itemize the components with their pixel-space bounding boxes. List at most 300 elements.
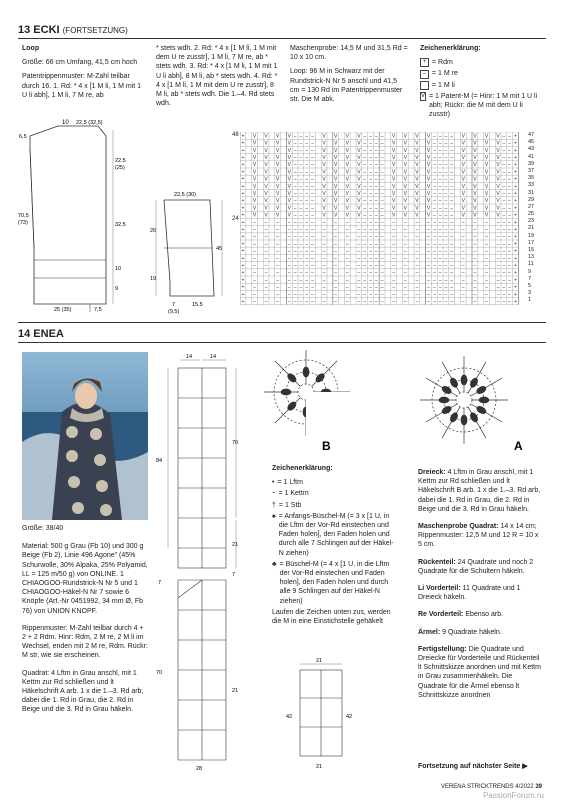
chart-symbol: –: [299, 241, 303, 248]
chart-symbol: –: [322, 291, 326, 298]
chart-symbol: V: [345, 140, 349, 147]
chart-symbol: –: [369, 299, 372, 305]
chart-symbol: –: [485, 227, 488, 233]
chart-symbol: –: [444, 162, 448, 169]
chart-symbol: –: [305, 284, 309, 291]
chart-symbol: –: [496, 299, 500, 305]
chart-symbol: V: [345, 212, 349, 219]
chart-symbol: –: [427, 241, 430, 248]
legend-14-title: Zeichenerklärung:: [272, 465, 333, 472]
chart-symbol: –: [502, 299, 506, 305]
chart-cluster: [281, 389, 291, 395]
body-dim-bottom: 28: [196, 766, 203, 772]
chart-symbol: V: [252, 155, 257, 161]
square-text: Quadrat: 4 Lftm in Grau anschl, mit 1 Kettm zur Rd schließen und lt Häkelschrift A arb. 1 x die 1.–3. Rd arb, dabei die 1. Rd in Grau, die 2. Rd in Beige und die 3. Rd in Grau häkeln.: [22, 669, 144, 714]
chart-symbol: –: [276, 299, 280, 305]
chart-symbol: –: [380, 169, 384, 176]
chart-symbol: –: [293, 270, 297, 277]
chart-symbol: –: [403, 299, 407, 305]
model-photo: [22, 352, 148, 520]
chart-cluster: [469, 377, 479, 389]
chart-symbol: V: [403, 147, 407, 154]
chart-symbol: –: [415, 248, 419, 255]
chart-symbol: –: [432, 133, 436, 140]
chart-symbol: –: [311, 205, 314, 212]
chart-symbol: +: [241, 183, 245, 190]
chart-symbol: –: [357, 270, 361, 277]
chart-symbol: –: [508, 147, 512, 154]
chart-row-label: 41: [528, 153, 535, 160]
chart-symbol: –: [438, 234, 442, 241]
chart-symbol: V: [461, 183, 465, 190]
chart-symbol: –: [311, 162, 314, 169]
chart-symbol: –: [374, 291, 378, 298]
right-col-paragraph: [418, 584, 542, 602]
chart-symbol: –: [374, 133, 378, 140]
chart-symbol: –: [311, 183, 314, 190]
chart-symbol: –: [357, 241, 361, 248]
chart-row-labels: [528, 132, 534, 305]
chart-symbol: –: [305, 263, 309, 269]
paragraph-text: 9 Quadrate häkeln.: [442, 628, 502, 636]
chart-symbol: –: [334, 255, 338, 262]
chart-symbol: –: [287, 227, 291, 233]
chart-symbol: –: [311, 155, 314, 161]
chart-symbol: –: [502, 219, 506, 226]
chart-symbol: V: [484, 183, 489, 190]
chart-symbol: +: [514, 176, 517, 183]
chart-symbol: +: [514, 191, 517, 197]
chart-symbol: V: [496, 205, 500, 212]
chart-symbol: V: [473, 205, 477, 212]
chart-symbol: V: [287, 155, 291, 161]
chart-symbol: –: [450, 147, 454, 154]
chart-symbol: –: [432, 227, 436, 233]
chart-symbol: –: [322, 219, 326, 226]
chart-symbol: V: [287, 205, 291, 212]
dim2-bottom1: 7: [172, 302, 176, 308]
chart-symbol: V: [484, 133, 489, 140]
chart-symbol: –: [374, 155, 378, 161]
chart-symbol: V: [264, 191, 268, 197]
chart-symbol: V: [403, 140, 407, 147]
chart-symbol: –: [264, 255, 268, 262]
chart-symbol: V: [461, 198, 465, 205]
chart-symbol: –: [473, 270, 477, 277]
chart-symbol: –: [374, 140, 378, 147]
chart-symbol: –: [432, 299, 436, 305]
legend-title: Zeichenerklärung:: [420, 45, 481, 52]
chart-symbol: –: [305, 234, 309, 241]
section-13-title: 13 ECKI (FORTSETZUNG): [18, 24, 128, 36]
chart-symbol: +: [514, 169, 517, 176]
chart-spoke: [275, 398, 300, 423]
chart-symbol: –: [380, 241, 384, 248]
chart-symbol: –: [450, 263, 454, 269]
chart-symbol: –: [508, 255, 512, 262]
chart-row-label: 19: [528, 232, 535, 239]
chart-symbol: V: [403, 212, 407, 219]
chart-symbol: –: [369, 284, 372, 291]
chart-symbol: –: [502, 284, 506, 291]
dim-left2: (73): [18, 220, 28, 226]
chart-symbol: –: [299, 299, 303, 305]
chart-symbol: –: [380, 155, 384, 161]
chart-symbol: –: [403, 270, 407, 277]
chart-symbol: –: [334, 227, 338, 233]
chart-symbol: –: [299, 263, 303, 269]
chart-symbol: V: [426, 191, 431, 197]
paragraph-text: Die Quadrate und Dreiecke für Vorderteile und Rückenteil lt Schnittskizze anordnen und mit Kettm in Grau zusammenhäkeln. Die Quadrate für die Ärmel ebenso lt Schnittskizze anordnen: [418, 645, 541, 699]
chart-symbol: –: [450, 212, 454, 219]
chart-symbol: –: [334, 291, 338, 298]
chart-symbol: V: [322, 147, 326, 154]
chart-symbol: V: [473, 212, 477, 219]
chart-symbol: –: [363, 133, 367, 140]
chart-symbol: –: [374, 219, 378, 226]
chart-symbol: –: [508, 198, 512, 205]
chart-symbol: –: [276, 227, 280, 233]
chart-symbol: –: [369, 169, 372, 176]
chart-symbol: –: [374, 227, 378, 233]
chart-symbol: V: [392, 205, 396, 212]
chart-symbol: –: [305, 205, 309, 212]
chart-symbol: –: [299, 140, 303, 147]
pattern-text: Patentrippenmuster: M-Zahl teilbar durch 16. 1. Rd: * 4 x [1 M li, 1 M mit 1 U li abh], 1 M li, 7 M re, ab: [22, 73, 142, 99]
chart-symbol: –: [276, 219, 280, 226]
legend-note: Laufen die Zeichen unten zus, werden die M in eine Einstichstelle gehäkelt: [272, 608, 391, 626]
chart-symbol: V: [415, 176, 419, 183]
chart-row-label: 3: [528, 290, 532, 297]
chart-symbol: –: [427, 219, 430, 226]
chart-symbol: +: [514, 162, 517, 169]
dim-bottom: 25 (35): [54, 307, 72, 312]
chart-row-label: 47: [528, 132, 535, 138]
chart-cluster: [475, 405, 487, 415]
chart-symbol: V: [461, 176, 465, 183]
chart-symbol: +: [241, 255, 245, 262]
chart-symbol: –: [305, 212, 309, 219]
chart-symbol: V: [322, 198, 326, 205]
chart-symbol: –: [380, 140, 384, 147]
chart-symbol: +: [241, 155, 245, 161]
chart-symbol: –: [403, 219, 407, 226]
sleeve-dim-left: 42: [286, 714, 293, 720]
chart-symbol: V: [426, 169, 431, 176]
chart-symbol: +: [241, 263, 245, 269]
chart-symbol: +: [514, 147, 517, 154]
section-14-rule: [18, 342, 546, 343]
chart-symbol: –: [305, 227, 309, 233]
dim2-right: 45: [216, 246, 223, 252]
chart-symbol: V: [403, 133, 407, 140]
chart-symbol: V: [322, 212, 326, 219]
dim2-bottom2: 15,5: [192, 302, 203, 308]
chart-symbol: –: [357, 263, 361, 269]
chart-symbol: –: [438, 291, 442, 298]
chart-symbol: –: [508, 284, 512, 291]
chart-symbol: –: [253, 291, 256, 298]
chart-symbol: –: [293, 147, 297, 154]
chart-symbol: –: [461, 263, 465, 269]
chart-symbol: V: [252, 205, 257, 212]
chart-symbol: V: [392, 169, 396, 176]
chart-symbol: V: [473, 133, 477, 140]
chart-symbol: –: [264, 248, 268, 255]
chart-symbol: –: [502, 212, 506, 219]
chart-symbol: –: [276, 284, 280, 291]
chart-symbol: –: [363, 198, 367, 205]
chart-symbol: –: [438, 169, 442, 176]
pattern-continued-text: * stets wdh. 2. Rd: * 4 x [1 M li, 1 M mit dem U re zusstr], 1 M li, 7 M re, ab * stets wdh. 3. Rd: * 4 x [1 M li, 1 M mit 1 U li abh], 8 M li, ab * stets wdh. 4. Rd: * 4 x [1 M li, 1 M mit dem U re zusstr], 8 M li, ab * stets wdh. Die 1.–4. Rd stets wdh.: [156, 45, 278, 108]
chart-symbol: V: [484, 155, 489, 161]
chart-symbol: V: [264, 183, 268, 190]
chart-symbol: V: [264, 176, 268, 183]
chart-row-label: 33: [528, 182, 535, 189]
chart-symbol: –: [374, 198, 378, 205]
chart-symbol: –: [432, 162, 436, 169]
chart-symbol: –: [299, 183, 303, 190]
chart-cluster: [449, 411, 459, 423]
chart-symbol: –: [380, 263, 384, 269]
sleeve-dim-top: 21: [316, 658, 323, 664]
chart-symbol: –: [293, 162, 297, 169]
chart-symbol: –: [293, 234, 297, 241]
chart-symbol: –: [392, 234, 396, 241]
chart-symbol: –: [444, 248, 448, 255]
chart-symbol: V: [426, 212, 431, 219]
chart-symbol: –: [293, 219, 297, 226]
chart-symbol: V: [322, 205, 326, 212]
chart-symbol: –: [438, 263, 442, 269]
chart-symbol: –: [311, 284, 314, 291]
chart-symbol: V: [484, 191, 489, 197]
chart-symbol: V: [496, 147, 500, 154]
chart-symbol: –: [264, 241, 268, 248]
chart-symbol: –: [369, 241, 372, 248]
chart-symbol: –: [287, 284, 291, 291]
chart-symbol: V: [403, 183, 407, 190]
chart-symbol: –: [508, 291, 512, 298]
chart-symbol: –: [444, 176, 448, 183]
chart-symbol: –: [450, 162, 454, 169]
chart-symbol: –: [345, 234, 349, 241]
chart-symbol: –: [357, 248, 361, 255]
chart-symbol: V: [473, 183, 477, 190]
chart-symbol: –: [438, 284, 442, 291]
chart-symbol: V: [415, 133, 419, 140]
dim-r1: 22,5: [115, 158, 126, 164]
chart-symbol: –: [311, 191, 314, 197]
chart-symbol: –: [380, 219, 384, 226]
chart-symbol: –: [392, 299, 396, 305]
chart-symbol: +: [241, 241, 245, 248]
chart-symbol: –: [305, 169, 309, 176]
chart-symbol: –: [432, 147, 436, 154]
chart-symbol: V: [287, 183, 291, 190]
chart-symbol: –: [427, 234, 430, 241]
section-14-col-right: [418, 468, 542, 708]
chart-symbol: –: [432, 183, 436, 190]
chart-symbol: –: [502, 191, 506, 197]
chart-symbol: –: [253, 227, 256, 233]
start-cluster-icon: ♠: [272, 512, 276, 520]
chart-symbol: –: [415, 299, 419, 305]
chart-symbol: –: [305, 219, 309, 226]
chart-symbol: –: [427, 277, 430, 284]
chart-symbol: –: [438, 227, 442, 233]
chart-symbol: –: [502, 162, 506, 169]
chart-symbol: –: [299, 198, 303, 205]
chart-symbol: V: [345, 198, 349, 205]
chart-symbol: –: [496, 284, 500, 291]
loop-heading: Loop: [22, 45, 40, 52]
chart-symbol: –: [496, 227, 500, 233]
chart-symbol: V: [415, 198, 419, 205]
chart-symbol: –: [403, 234, 407, 241]
chart-symbol: –: [345, 277, 349, 284]
chart-symbol: –: [380, 198, 384, 205]
chart-symbol: –: [438, 191, 442, 197]
chart-symbol: –: [369, 255, 372, 262]
chart-symbol: V: [357, 169, 361, 176]
chart-symbol: –: [305, 147, 309, 154]
chart-symbol: –: [450, 284, 454, 291]
chart-symbol: V: [415, 183, 419, 190]
chart-symbol: –: [363, 263, 367, 269]
chart-symbol: –: [485, 284, 488, 291]
chart-symbol: –: [363, 155, 367, 161]
chart-symbol: +: [241, 270, 245, 277]
chart-symbol: –: [293, 284, 297, 291]
chart-symbol: –: [357, 277, 361, 284]
chart-symbol: V: [473, 147, 477, 154]
paragraph-text: 11 Quadrate und 1 Dreieck häkeln.: [418, 585, 521, 602]
chart-symbol: –: [264, 270, 268, 277]
chart-symbol: +: [514, 133, 517, 140]
chart-symbol: +: [514, 291, 517, 298]
chart-symbol: –: [374, 241, 378, 248]
body-dim-l2: 7: [158, 580, 162, 586]
chart-symbol: V: [287, 147, 291, 154]
chart-symbol: –: [334, 263, 338, 269]
chart-symbol: –: [508, 176, 512, 183]
chart-symbol: +: [241, 212, 245, 219]
size-14-text: Größe: 38/40: [22, 525, 64, 532]
section-13-rule: [18, 38, 546, 39]
chart-symbol: V: [357, 205, 361, 212]
paragraph-heading: Re Vorderteil:: [418, 611, 466, 619]
chart-symbol: –: [496, 270, 500, 277]
chart-symbol: –: [485, 255, 488, 262]
chart-symbol: V: [357, 183, 361, 190]
chart-symbol: –: [357, 255, 361, 262]
dim-bottom2: 7,5: [94, 307, 102, 312]
chart-symbol: V: [415, 162, 419, 169]
chart-symbol: –: [369, 162, 372, 169]
chart-symbol: –: [253, 241, 256, 248]
chart-symbol: V: [484, 140, 489, 147]
chart-symbol: V: [473, 140, 477, 147]
chart-symbol: V: [252, 176, 257, 183]
chart-symbol: –: [461, 219, 465, 226]
chart-symbol: –: [374, 270, 378, 277]
chart-symbol: V: [426, 133, 431, 140]
chart-symbol: –: [293, 133, 297, 140]
chart-symbol: –: [380, 133, 384, 140]
chart-symbol: –: [432, 205, 436, 212]
chart-symbol: –: [305, 140, 309, 147]
chart-symbol: –: [450, 291, 454, 298]
chart-symbol: V: [287, 212, 291, 219]
chart-symbol: –: [444, 140, 448, 147]
chart-symbol: V: [334, 212, 338, 219]
dim-top: 10: [62, 120, 69, 126]
chart-row-label: 45: [528, 139, 535, 146]
chart-symbol: V: [287, 198, 291, 205]
chart-symbol: –: [461, 248, 465, 255]
chart-symbol: –: [473, 219, 477, 226]
chart-symbol: V: [252, 147, 257, 154]
chart-symbol: –: [392, 291, 396, 298]
chart-symbol: –: [444, 241, 448, 248]
chart-symbol: V: [392, 183, 396, 190]
chain-icon: •: [272, 479, 275, 487]
chart-symbol: –: [363, 284, 367, 291]
chart-symbol: V: [496, 155, 500, 161]
chart-symbol: –: [415, 284, 419, 291]
chart-symbol: –: [502, 155, 506, 161]
chart-symbol: –: [374, 191, 378, 197]
paragraph-text: Ebenso arb.: [465, 611, 504, 619]
watermark: PassionForum.ru: [483, 791, 544, 800]
chart-row-label: 7: [528, 275, 532, 282]
chart-row-label: 43: [528, 146, 535, 153]
chart-symbol: V: [334, 155, 338, 161]
chart-symbol: –: [287, 255, 291, 262]
chart-symbol: –: [357, 227, 361, 233]
chart-symbol: V: [287, 169, 291, 176]
chart-symbol: V: [252, 169, 257, 176]
chart-symbol: V: [276, 169, 280, 176]
chart-symbol: –: [392, 270, 396, 277]
chart-symbol: –: [450, 241, 454, 248]
paragraph-text: 14 x 14 cm; Rippenmuster: 12,5 M und 12 R = 10 x 5 cm.: [418, 523, 539, 549]
chart-symbol: –: [496, 291, 500, 298]
chart-symbol: V: [473, 198, 477, 205]
chart-symbol: V: [264, 147, 268, 154]
chart-symbol: V: [252, 133, 257, 140]
chart-symbol: –: [357, 291, 361, 298]
chart-symbol: –: [450, 227, 454, 233]
body-dim-r1: 70: [232, 440, 239, 446]
chart-symbol: –: [363, 183, 367, 190]
chart-symbol: V: [415, 140, 419, 147]
chart-grid: [240, 132, 526, 316]
chart-symbol: V: [484, 176, 489, 183]
chart-symbol: V: [276, 147, 280, 154]
chart-symbol: V: [426, 198, 431, 205]
chart-symbol: V: [426, 155, 431, 161]
chart-symbol: V: [415, 191, 419, 197]
chart-symbol: –: [299, 248, 303, 255]
chart-symbol: V: [345, 191, 349, 197]
chart-symbol: V: [264, 212, 268, 219]
chart-symbol: –: [305, 162, 309, 169]
chart-symbol: V: [334, 162, 338, 169]
chart-symbol: –: [293, 277, 297, 284]
chart-symbol: V: [287, 176, 291, 183]
